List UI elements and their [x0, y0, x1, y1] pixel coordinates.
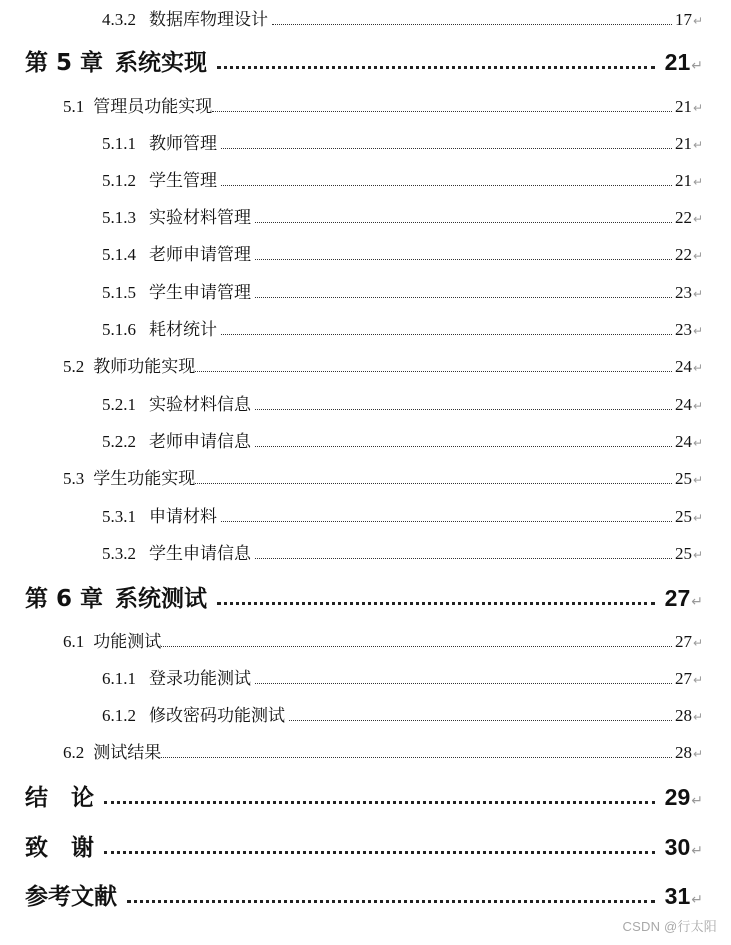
- dot-leader: [255, 683, 672, 684]
- paragraph-mark-icon: ↵: [692, 399, 703, 413]
- entry-title: 教师功能实现: [93, 357, 196, 376]
- paragraph-mark-icon: ↵: [692, 747, 703, 761]
- page-number: 28: [674, 743, 692, 762]
- page-number: 21: [674, 171, 692, 190]
- dot-leader: [255, 409, 672, 410]
- page-number: 30: [664, 834, 691, 860]
- entry-title: 数据库物理设计: [149, 10, 268, 29]
- paragraph-mark-icon: ↵: [691, 843, 703, 859]
- toc-entry-5-3[interactable]: [63, 464, 703, 488]
- toc-entry-5-3-2[interactable]: [102, 539, 703, 563]
- entry-title: 登录功能测试: [149, 669, 251, 688]
- dot-leader: [272, 24, 672, 25]
- page-number: 21: [674, 134, 692, 153]
- entry-number: 6.1: [63, 632, 85, 651]
- toc-entry-chapter-5[interactable]: [25, 44, 703, 76]
- paragraph-mark-icon: ↵: [692, 436, 703, 450]
- toc-entry-4-3-2[interactable]: [102, 5, 703, 29]
- toc-entry-5-1-4[interactable]: [102, 240, 703, 264]
- toc-entry-5-1-3[interactable]: [102, 203, 703, 227]
- watermark: CSDN @行太阳: [622, 919, 717, 934]
- toc-entry-5-2-2[interactable]: [102, 427, 703, 451]
- toc-entry-conclusion[interactable]: [25, 779, 703, 811]
- entry-number: 5.2.1: [102, 395, 136, 414]
- entry-number: 5.1.4: [102, 245, 136, 264]
- page-number: 23: [674, 283, 692, 302]
- toc-entry-5-1-2[interactable]: [102, 166, 703, 190]
- page-number: 22: [674, 245, 692, 264]
- entry-title: 致 谢: [25, 835, 94, 861]
- page-number: 24: [674, 357, 692, 376]
- toc-entry-references[interactable]: [25, 878, 703, 910]
- entry-title: 学生管理: [149, 171, 217, 190]
- dot-leader: [255, 446, 672, 447]
- page-number: 31: [664, 883, 691, 909]
- paragraph-mark-icon: ↵: [692, 249, 703, 263]
- page-number: 27: [674, 632, 692, 651]
- entry-title: 实验材料管理: [149, 208, 251, 227]
- entry-number: 5.1.6: [102, 320, 136, 339]
- paragraph-mark-icon: ↵: [692, 14, 703, 28]
- entry-title: 老师申请信息: [149, 432, 251, 451]
- dot-leader: [104, 851, 655, 854]
- paragraph-mark-icon: ↵: [692, 324, 703, 338]
- entry-number: 6.1.2: [102, 706, 136, 725]
- entry-number: 第 5 章: [25, 50, 104, 76]
- toc-entry-5-1-5[interactable]: [102, 278, 703, 302]
- page-number: 27: [674, 669, 692, 688]
- entry-number: 6.2: [63, 743, 85, 762]
- entry-number: 5.1.5: [102, 283, 136, 302]
- entry-number: 5.2.2: [102, 432, 136, 451]
- dot-leader: [217, 602, 655, 605]
- entry-number: 5.1.2: [102, 171, 136, 190]
- entry-number: 4.3.2: [102, 10, 136, 29]
- toc-entry-5-2[interactable]: [63, 352, 703, 376]
- page-number: 24: [674, 432, 692, 451]
- entry-title: 参考文献: [25, 884, 117, 910]
- toc-entry-6-1[interactable]: [63, 627, 703, 651]
- entry-number: 5.1.3: [102, 208, 136, 227]
- toc-entry-chapter-6[interactable]: [25, 580, 703, 612]
- dot-leader: [289, 720, 672, 721]
- page-number: 21: [664, 49, 691, 75]
- dot-leader: [221, 521, 672, 522]
- paragraph-mark-icon: ↵: [692, 548, 703, 562]
- entry-title: 教师管理: [149, 134, 217, 153]
- paragraph-mark-icon: ↵: [692, 361, 703, 375]
- page-number: 21: [674, 97, 692, 116]
- page-number: 27: [664, 585, 691, 611]
- dot-leader: [255, 558, 672, 559]
- page-number: 29: [664, 784, 691, 810]
- entry-number: 5.3.1: [102, 507, 136, 526]
- toc-entry-5-1-6[interactable]: [102, 315, 703, 339]
- entry-number: 5.2: [63, 357, 85, 376]
- entry-title: 学生功能实现: [93, 469, 196, 488]
- entry-title: 老师申请管理: [149, 245, 251, 264]
- page-number: 17: [674, 10, 692, 29]
- entry-number: 5.3: [63, 469, 85, 488]
- entry-title: 学生申请信息: [149, 544, 251, 563]
- entry-title: 管理员功能实现: [93, 97, 213, 116]
- entry-title: 修改密码功能测试: [149, 706, 285, 725]
- entry-number: 5.1: [63, 97, 85, 116]
- paragraph-mark-icon: ↵: [691, 58, 703, 74]
- dot-leader: [195, 483, 672, 484]
- dot-leader: [104, 801, 655, 804]
- toc-entry-6-2[interactable]: [63, 738, 703, 762]
- page-number: 25: [674, 507, 692, 526]
- paragraph-mark-icon: ↵: [691, 594, 703, 610]
- page-number: 25: [674, 469, 692, 488]
- paragraph-mark-icon: ↵: [692, 287, 703, 301]
- dot-leader: [161, 646, 672, 647]
- paragraph-mark-icon: ↵: [692, 673, 703, 687]
- entry-title: 结 论: [25, 785, 94, 811]
- entry-title: 实验材料信息: [149, 395, 251, 414]
- toc-entry-5-1-1[interactable]: [102, 129, 703, 153]
- dot-leader: [255, 222, 672, 223]
- dot-leader: [212, 111, 672, 112]
- paragraph-mark-icon: ↵: [692, 710, 703, 724]
- paragraph-mark-icon: ↵: [692, 138, 703, 152]
- paragraph-mark-icon: ↵: [691, 892, 703, 908]
- page-number: 24: [674, 395, 692, 414]
- entry-number: 6.1.1: [102, 669, 136, 688]
- dot-leader: [195, 371, 672, 372]
- toc-entry-5-2-1[interactable]: [102, 390, 703, 414]
- entry-title: 系统实现: [115, 50, 208, 76]
- dot-leader: [221, 148, 672, 149]
- entry-title: 耗材统计: [149, 320, 217, 339]
- page-number: 28: [674, 706, 692, 725]
- paragraph-mark-icon: ↵: [692, 636, 703, 650]
- entry-number: 第 6 章: [25, 586, 104, 612]
- dot-leader: [221, 334, 672, 335]
- paragraph-mark-icon: ↵: [692, 175, 703, 189]
- toc-entry-acknowledgements[interactable]: [25, 829, 703, 861]
- dot-leader: [127, 900, 655, 903]
- paragraph-mark-icon: ↵: [692, 511, 703, 525]
- entry-title: 系统测试: [115, 586, 208, 612]
- entry-title: 测试结果: [93, 743, 162, 762]
- dot-leader: [161, 757, 672, 758]
- toc-entry-5-1[interactable]: [63, 92, 703, 116]
- dot-leader: [217, 66, 655, 69]
- paragraph-mark-icon: ↵: [692, 212, 703, 226]
- paragraph-mark-icon: ↵: [692, 473, 703, 487]
- dot-leader: [221, 185, 672, 186]
- toc-entry-6-1-2[interactable]: [102, 701, 703, 725]
- dot-leader: [255, 297, 672, 298]
- paragraph-mark-icon: ↵: [692, 101, 703, 115]
- dot-leader: [255, 259, 672, 260]
- entry-title: 学生申请管理: [149, 283, 251, 302]
- toc-entry-6-1-1[interactable]: [102, 664, 703, 688]
- entry-title: 申请材料: [149, 507, 217, 526]
- page-number: 25: [674, 544, 692, 563]
- toc-entry-5-3-1[interactable]: [102, 502, 703, 526]
- entry-number: 5.1.1: [102, 134, 136, 153]
- entry-number: 5.3.2: [102, 544, 136, 563]
- paragraph-mark-icon: ↵: [691, 793, 703, 809]
- entry-title: 功能测试: [93, 632, 162, 651]
- page-number: 23: [674, 320, 692, 339]
- page-number: 22: [674, 208, 692, 227]
